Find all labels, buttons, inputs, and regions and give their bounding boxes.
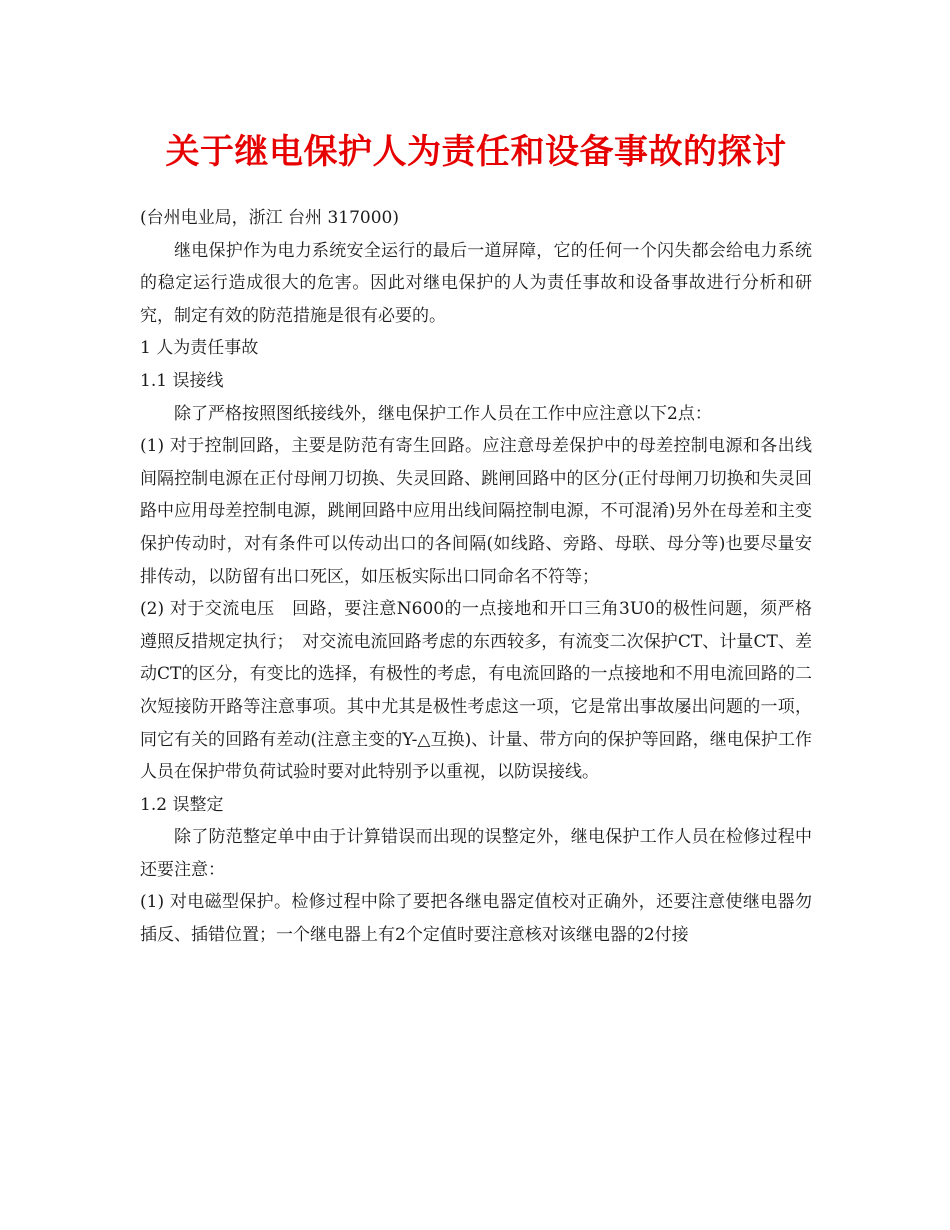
list-item: (2) 对于交流电压 回路，要注意N600的一点接地和开口三角3U0的极性问题，须严格遵照反措规定执行； 对交流电流回路考虑的东西较多，有流变二次保护CT、计量CT、差动CT的区分，有变比的选择，有极性的考虑，有电流回路的一点接地和不用电流回路的二次短接防开路等注意事项。其中尤其是极性考虑这一项，它是常出事故屡出问题的一项，同它有关的回路有差动(注意主变的Y-△互换)、计量、带方向的保护等回路，继电保护工作人员在保护带负荷试验时要对此特别予以重视，以防误接线。 xyxy=(140,599,812,783)
list-item: (1) 对电磁型保护。检修过程中除了要把各继电器定值校对正确外，还要注意使继电器勿插反、插错位置；一个继电器上有2个定值时要注意核对该继电器的2付接 xyxy=(140,892,812,946)
body-paragraph: 除了防范整定单中由于计算错误而出现的误整定外，继电保护工作人员在检修过程中还要注意： xyxy=(140,827,812,880)
document-body xyxy=(140,202,812,952)
section-heading: 1 人为责任事故 xyxy=(140,338,259,359)
author-affiliation: (台州电业局，浙江 台州 317000) xyxy=(140,208,399,228)
document-title: 关于继电保护人为责任和设备事故的探讨 xyxy=(165,132,787,172)
body-paragraph: 除了严格按照图纸接线外，继电保护工作人员在工作中应注意以下2点： xyxy=(174,403,712,424)
intro-paragraph: 继电保护作为电力系统安全运行的最后一道屏障，它的任何一个闪失都会给电力系统的稳定运行造成很大的危害。因此对继电保护的人为责任事故和设备事故进行分析和研究，制定有效的防范措施是很有必要的。 xyxy=(140,240,812,326)
subsection-heading: 1.1 误接线 xyxy=(140,370,224,391)
subsection-heading: 1.2 误整定 xyxy=(140,794,224,815)
list-item: (1) 对于控制回路，主要是防范有寄生回路。应注意母差保护中的母差控制电源和各出线间隔控制电源在正付母闸刀切换、失灵回路、跳闸回路中的区分(正付母闸刀切换和失灵回路中应用母差控制电源，跳闸回路中应用出线间隔控制电源，不可混淆)另外在母差和主变保护传动时，对有条件可以传动出口的各间隔(如线路、旁路、母联、母分等)也要尽量安排传动，以防留有出口死区，如压板实际出口同命名不符等； xyxy=(140,436,812,587)
